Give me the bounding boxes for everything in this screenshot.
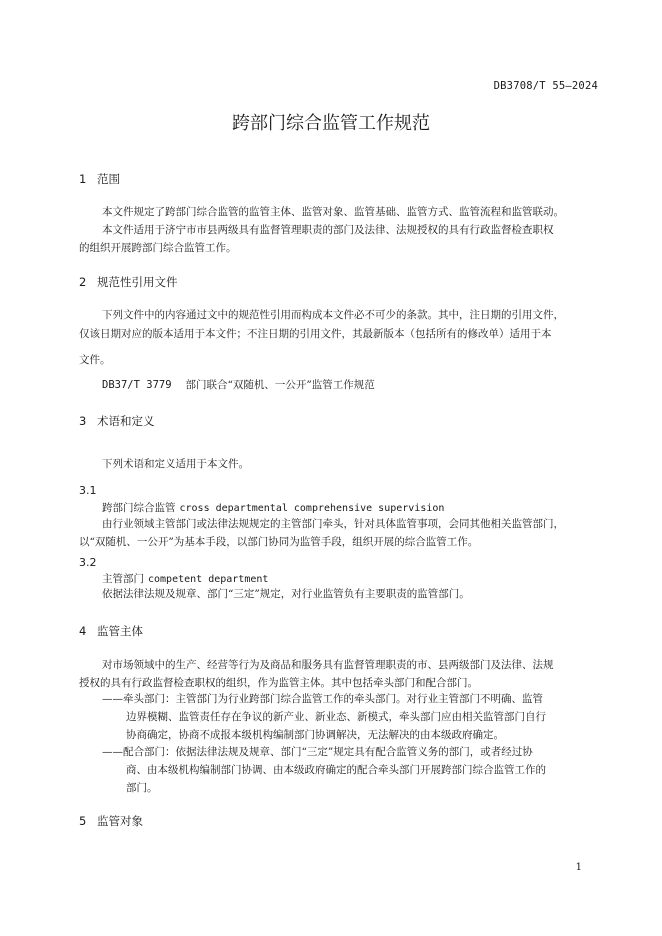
- list-item-lead-department-line-3: 协商确定，协商不成报本级机构编制部门协调解决，无法解决的由本级政府确定。: [126, 729, 504, 741]
- section-2-paragraph-line-3: 文件。: [79, 354, 111, 366]
- term-number: 3.2: [79, 556, 97, 569]
- section-4-heading: [79, 623, 143, 639]
- list-item-cooperating-department-line-2: 商、由本级机构编制部门协调、由本级政府确定的配合牵头部门开展跨部门综合监管工作的: [126, 764, 546, 776]
- term-english: competent department: [148, 574, 269, 585]
- section-3-intro: 下列术语和定义适用于本文件。: [102, 458, 249, 470]
- list-item-lead-department-line-2: 边界模糊、监管责任存在争议的新产业、新业态、新模式，牵头部门应由相关监管部门自行: [126, 711, 546, 723]
- section-1-heading: [79, 171, 120, 187]
- list-item-cooperating-department-line-3: 部门。: [126, 782, 158, 794]
- section-number: 3: [79, 414, 87, 428]
- reference-title: 部门联合“双随机、一公开”监管工作规范: [185, 379, 375, 391]
- term-chinese: 主管部门: [102, 573, 144, 585]
- section-title: 范围: [97, 172, 120, 186]
- section-4-paragraph-line-1: 对市场领域中的生产、经营等行为及商品和服务具有监督管理职责的市、县两级部门及法律、法规: [102, 659, 554, 671]
- list-item-cooperating-department-line-1: ——配合部门：依据法律法规及规章、部门“三定”规定具有配合监管义务的部门，或者经过协: [102, 746, 533, 758]
- section-title: 规范性引用文件: [97, 275, 178, 289]
- section-2-paragraph-line-2: 仅该日期对应的版本适用于本文件；不注日期的引用文件，其最新版本（包括所有的修改单）适用于本: [79, 328, 552, 340]
- section-2-paragraph-line-1: 下列文件中的内容通过文中的规范性引用而构成本文件必不可少的条款。其中，注日期的引用文件，: [102, 309, 564, 321]
- section-number: 4: [79, 624, 87, 638]
- section-title: 监管主体: [97, 624, 143, 638]
- term-heading: [102, 571, 268, 586]
- section-2-heading: [79, 274, 178, 290]
- term-definition-line-1: 由行业领域主管部门或法律法规规定的主管部门牵头，针对具体监管事项，会同其他相关监管部门，: [102, 518, 564, 530]
- reference-code: DB37/T 3779: [102, 379, 172, 391]
- term-number: 3.1: [79, 484, 97, 497]
- section-title: 术语和定义: [97, 414, 155, 428]
- section-number: 2: [79, 275, 87, 289]
- normative-reference: [102, 376, 375, 395]
- term-english: cross departmental comprehensive supervision: [179, 503, 445, 514]
- section-title: 监管对象: [97, 814, 143, 828]
- term-definition-line-1: 依据法律法规及规章、部门“三定”规定，对行业监管负有主要职责的监管部门。: [102, 588, 470, 600]
- section-3-heading: [79, 413, 155, 429]
- document-title: 跨部门综合监管工作规范: [232, 113, 430, 134]
- section-5-heading: [79, 813, 143, 829]
- list-item-lead-department-line-1: ——牵头部门：主管部门为行业跨部门综合监管工作的牵头部门。对行业主管部门不明确、监管: [102, 693, 543, 705]
- section-number: 5: [79, 814, 87, 828]
- document-number: DB3708/T 55—2024: [493, 80, 598, 92]
- term-heading: [102, 500, 444, 515]
- section-number: 1: [79, 172, 87, 186]
- term-chinese: 跨部门综合监管: [102, 502, 176, 514]
- section-1-paragraph-2-line-1: 本文件适用于济宁市市县两级具有监督管理职责的部门及法律、法规授权的具有行政监督检查职权: [102, 224, 554, 236]
- page-number: 1: [575, 862, 582, 873]
- section-1-paragraph-1: 本文件规定了跨部门综合监管的监管主体、监管对象、监管基础、监管方式、监管流程和监管联动。: [102, 206, 564, 218]
- section-1-paragraph-2-line-2: 的组织开展跨部门综合监管工作。: [79, 242, 237, 254]
- section-4-paragraph-line-2: 授权的具有行政监督检查职权的组织，作为监管主体。其中包括牵头部门和配合部门。: [79, 677, 478, 689]
- term-definition-line-2: 以“双随机、一公开”为基本手段，以部门协同为监管手段，组织开展的综合监管工作。: [79, 536, 479, 548]
